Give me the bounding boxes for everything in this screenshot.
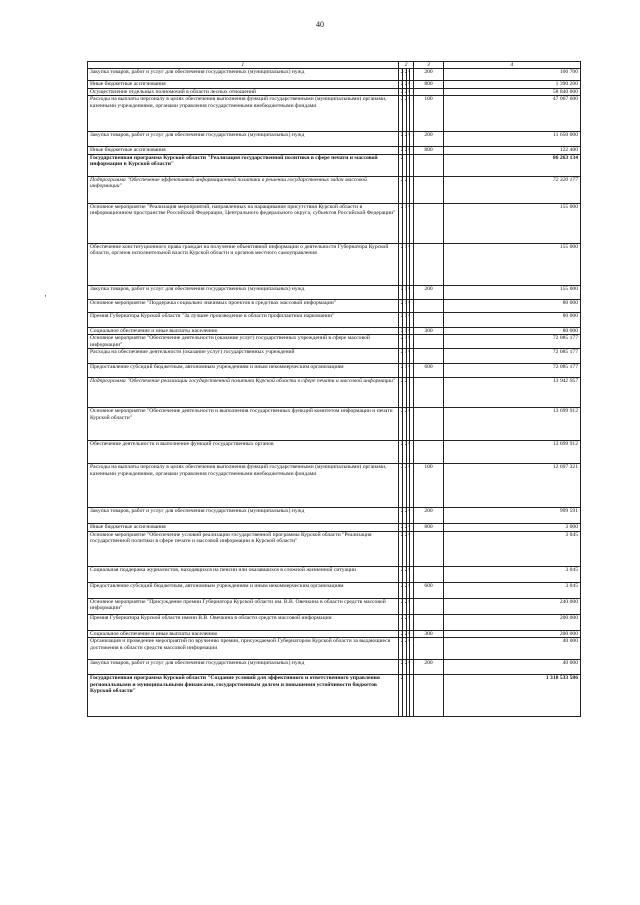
amount-cell: 200 000 bbox=[443, 614, 580, 630]
budget-table bbox=[87, 61, 581, 717]
code-vr-cell bbox=[414, 598, 443, 614]
row-label-cell: Подпрограмма "Обеспечение эффективной информационной политики в решении государственных задач массовой информации" bbox=[88, 176, 399, 203]
row-label-cell: Государственная программа Курской области "Реализация государственной политики в сфере печати и массовой информации в Курской области" bbox=[88, 154, 399, 176]
code-vr-cell: 200 bbox=[414, 508, 443, 524]
code-vr-cell: 200 bbox=[414, 132, 443, 147]
table-row bbox=[88, 630, 581, 637]
code-vr-cell bbox=[414, 349, 443, 364]
row-label-cell: Расходы на обеспечение деятельности (оказание услуг) государственных учреждений bbox=[88, 349, 399, 364]
code-vr-cell: 800 bbox=[414, 147, 443, 154]
code-vr-cell bbox=[414, 408, 443, 441]
table-row bbox=[88, 285, 581, 299]
table-row bbox=[88, 96, 581, 132]
table-row bbox=[88, 243, 581, 285]
code-om-cell bbox=[406, 81, 410, 88]
table-row bbox=[88, 660, 581, 675]
code-vr-cell: 600 bbox=[414, 364, 443, 378]
code-vr-cell bbox=[414, 88, 443, 95]
code-vr-cell: 300 bbox=[414, 630, 443, 637]
amount-cell: 40 000 bbox=[443, 638, 580, 660]
table-row bbox=[88, 464, 581, 508]
row-label-cell: Премия Губернатора Курской области имени В.В. Овечкина в области средств массовой информации bbox=[88, 614, 399, 630]
code-dir-cell bbox=[410, 88, 414, 95]
header-col-2: 2 bbox=[398, 62, 414, 69]
amount-cell: 3 045 bbox=[443, 566, 580, 582]
table-row bbox=[88, 598, 581, 614]
code-pp-cell bbox=[402, 327, 406, 334]
row-label-cell: Закупка товаров, работ и услуг для обеспечения государственных (муниципальных) нужд bbox=[88, 660, 399, 675]
code-vr-cell: 200 bbox=[414, 69, 443, 81]
row-label-cell: Организация и проведение мероприятий по вручению премии, присуждаемой Губернатором Курской области за выдающиеся достижения в области средств массовой информации bbox=[88, 638, 399, 660]
table-row bbox=[88, 364, 581, 378]
amount-cell: 155 000 bbox=[443, 243, 580, 285]
row-label-cell: Основное мероприятие "Обеспечение условий реализации государственной программы Курской области "Реализация государственной политики в сфере печати и массовой информации в Курской области" bbox=[88, 531, 399, 566]
header-col-3: 3 bbox=[414, 62, 443, 69]
code-om-cell bbox=[406, 88, 410, 95]
amount-cell: 3 000 bbox=[443, 524, 580, 531]
amount-cell: 1 390 200 bbox=[443, 81, 580, 88]
code-gp-cell bbox=[398, 81, 402, 88]
code-gp-cell bbox=[398, 88, 402, 95]
row-label-cell: Премия Губернатора Курской области "За лучшее произведение в области профилактики наркомании" bbox=[88, 312, 399, 327]
code-vr-cell bbox=[414, 299, 443, 312]
amount-cell: 155 000 bbox=[443, 203, 580, 243]
amount-cell: 13 699 912 bbox=[443, 441, 580, 464]
amount-cell: 72 320 177 bbox=[443, 176, 580, 203]
table-row bbox=[88, 203, 581, 243]
amount-cell: 100 700 bbox=[443, 69, 580, 81]
amount-cell: 13 699 912 bbox=[443, 408, 580, 441]
amount-cell: 13 942 957 bbox=[443, 378, 580, 408]
page-number: 40 bbox=[316, 20, 324, 29]
code-vr-cell: 100 bbox=[414, 96, 443, 132]
table-row bbox=[88, 614, 581, 630]
margin-mark: · bbox=[44, 291, 47, 301]
code-vr-cell bbox=[414, 441, 443, 464]
row-label-cell: Иные бюджетные ассигнования bbox=[88, 147, 399, 154]
table-row bbox=[88, 327, 581, 334]
amount-cell: 240 000 bbox=[443, 598, 580, 614]
code-vr-cell bbox=[414, 614, 443, 630]
amount-cell: 72 085 177 bbox=[443, 364, 580, 378]
amount-cell: 155 000 bbox=[443, 285, 580, 299]
row-label-cell: Расходы на выплаты персоналу в целях обеспечения выполнения функций государственными (муниципальными) органами, казенными учреждениями, органами управления государственными внебюджетными фондами bbox=[88, 96, 399, 132]
row-label-cell: Основное мероприятие "Присуждение премии Губернатора Курской области им. В.В. Овечкина в области средств массовой информации" bbox=[88, 598, 399, 614]
header-col-1: 1 bbox=[88, 62, 399, 69]
code-om-cell bbox=[406, 524, 410, 531]
row-label-cell: Закупка товаров, работ и услуг для обеспечения государственных (муниципальных) нужд bbox=[88, 285, 399, 299]
code-pp-cell bbox=[402, 524, 406, 531]
amount-cell: 11 650 000 bbox=[443, 132, 580, 147]
header-col-4: 4 bbox=[443, 62, 580, 69]
table-row bbox=[88, 675, 581, 717]
table-row bbox=[88, 335, 581, 349]
row-label-cell: Иные бюджетные ассигнования bbox=[88, 81, 399, 88]
code-vr-cell bbox=[414, 675, 443, 717]
row-label-cell: Закупка товаров, работ и услуг для обеспечения государственных (муниципальных) нужд bbox=[88, 132, 399, 147]
table-row bbox=[88, 147, 581, 154]
row-label-cell: Предоставление субсидий бюджетным, автономным учреждениям и иным некоммерческим организациям bbox=[88, 582, 399, 598]
row-label-cell: Основное мероприятие "Обеспечение деятельности и выполнения государственных функций комитетом информации и печати Курской области" bbox=[88, 408, 399, 441]
code-om-cell bbox=[406, 147, 410, 154]
row-label-cell: Обеспечение деятельности и выполнение функций государственных органов bbox=[88, 441, 399, 464]
code-gp-cell bbox=[398, 327, 402, 334]
table-row bbox=[88, 441, 581, 464]
row-label-cell: Основное мероприятие "Обеспечение деятельности (оказание услуг) государственных учреждений в сфере массовой информации" bbox=[88, 335, 399, 349]
table-row bbox=[88, 638, 581, 660]
code-vr-cell: 800 bbox=[414, 524, 443, 531]
code-om-cell bbox=[406, 327, 410, 334]
code-pp-cell bbox=[402, 630, 406, 637]
code-pp-cell bbox=[402, 88, 406, 95]
code-dir-cell bbox=[410, 327, 414, 334]
code-vr-cell bbox=[414, 154, 443, 176]
amount-cell: 58 840 000 bbox=[443, 88, 580, 95]
table-row bbox=[88, 582, 581, 598]
table-row bbox=[88, 349, 581, 364]
code-pp-cell bbox=[402, 81, 406, 88]
code-vr-cell bbox=[414, 312, 443, 327]
amount-cell: 80 000 bbox=[443, 312, 580, 327]
code-vr-cell: 800 bbox=[414, 81, 443, 88]
code-vr-cell bbox=[414, 638, 443, 660]
amount-cell: 999 591 bbox=[443, 508, 580, 524]
row-label-cell: Социальная поддержка журналистов, находящихся на пенсии или оказавшихся в сложной жизненной ситуации bbox=[88, 566, 399, 582]
amount-cell: 72 085 177 bbox=[443, 335, 580, 349]
code-gp-cell bbox=[398, 147, 402, 154]
table-row bbox=[88, 378, 581, 408]
amount-cell: 3 045 bbox=[443, 582, 580, 598]
amount-cell: 72 085 177 bbox=[443, 349, 580, 364]
table-row bbox=[88, 312, 581, 327]
code-dir-cell bbox=[410, 81, 414, 88]
code-vr-cell bbox=[414, 566, 443, 582]
row-label-cell: Государственная программа Курской области "Создание условий для эффективного и ответственного управления региональными и муниципальными финансами, государственным долгом и повышения устойчивости бюджетов Курской области" bbox=[88, 675, 399, 717]
code-vr-cell bbox=[414, 531, 443, 566]
table-header-row bbox=[88, 62, 581, 69]
amount-cell: 80 000 bbox=[443, 299, 580, 312]
row-label-cell: Основное мероприятие "Реализация мероприятий, направленных на наращивание присутствия Курской области в информационном пространстве Российской Федерации, Центрального федерального округа, субъектов Российской Федерации" bbox=[88, 203, 399, 243]
code-dir-cell bbox=[410, 524, 414, 531]
code-pp-cell bbox=[402, 147, 406, 154]
amount-cell: 200 000 bbox=[443, 630, 580, 637]
code-gp-cell bbox=[398, 630, 402, 637]
table-row bbox=[88, 69, 581, 81]
code-vr-cell bbox=[414, 378, 443, 408]
row-label-cell: Основное мероприятие "Поддержка социально значимых проектов в средствах массовой информации" bbox=[88, 299, 399, 312]
code-vr-cell: 200 bbox=[414, 285, 443, 299]
row-label-cell: Социальное обеспечение и иные выплаты населению bbox=[88, 630, 399, 637]
row-label-cell: Социальное обеспечение и иные выплаты населению bbox=[88, 327, 399, 334]
row-label-cell: Расходы на выплаты персоналу в целях обеспечения выполнения функций государственными (муниципальными) органами, казенными учреждениями, органами управления государственными внебюджетными фондами bbox=[88, 464, 399, 508]
amount-cell: 80 000 bbox=[443, 327, 580, 334]
code-vr-cell: 600 bbox=[414, 582, 443, 598]
code-vr-cell bbox=[414, 203, 443, 243]
table-row bbox=[88, 566, 581, 582]
code-om-cell bbox=[406, 630, 410, 637]
code-dir-cell bbox=[410, 630, 414, 637]
row-label-cell: Обеспечение конституционного права граждан на получение объективной информации о деятельности Губернатора Курской области, органов исполнительной власти Курской области и органов местного самоуправления bbox=[88, 243, 399, 285]
code-vr-cell: 300 bbox=[414, 327, 443, 334]
row-label-cell: Иные бюджетные ассигнования bbox=[88, 524, 399, 531]
row-label-cell: Подпрограмма "Обеспечение реализации государственной политики Курской области в сфере печати и массовой информации" bbox=[88, 378, 399, 408]
amount-cell: 3 045 bbox=[443, 531, 580, 566]
amount-cell: 12 697 321 bbox=[443, 464, 580, 508]
table-row bbox=[88, 408, 581, 441]
table-row bbox=[88, 81, 581, 88]
code-vr-cell bbox=[414, 335, 443, 349]
table-row bbox=[88, 299, 581, 312]
code-dir-cell bbox=[410, 147, 414, 154]
table-row bbox=[88, 88, 581, 95]
amount-cell: 1 318 533 586 bbox=[443, 675, 580, 717]
row-label-cell: Предоставление субсидий бюджетным, автономным учреждениям и иным некоммерческим организациям bbox=[88, 364, 399, 378]
row-label-cell: Осуществление отдельных полномочий в области лесных отношений bbox=[88, 88, 399, 95]
row-label-cell: Закупка товаров, работ и услуг для обеспечения государственных (муниципальных) нужд bbox=[88, 69, 399, 81]
code-vr-cell bbox=[414, 243, 443, 285]
table-row bbox=[88, 524, 581, 531]
amount-cell: 86 263 134 bbox=[443, 154, 580, 176]
code-vr-cell: 100 bbox=[414, 464, 443, 508]
table-row bbox=[88, 531, 581, 566]
table-row bbox=[88, 154, 581, 176]
amount-cell: 40 000 bbox=[443, 660, 580, 675]
code-vr-cell bbox=[414, 176, 443, 203]
code-gp-cell bbox=[398, 524, 402, 531]
table-row bbox=[88, 132, 581, 147]
amount-cell: 122 400 bbox=[443, 147, 580, 154]
amount-cell: 47 067 600 bbox=[443, 96, 580, 132]
table-row bbox=[88, 508, 581, 524]
row-label-cell: Закупка товаров, работ и услуг для обеспечения государственных (муниципальных) нужд bbox=[88, 508, 399, 524]
code-vr-cell: 200 bbox=[414, 660, 443, 675]
table-row bbox=[88, 176, 581, 203]
